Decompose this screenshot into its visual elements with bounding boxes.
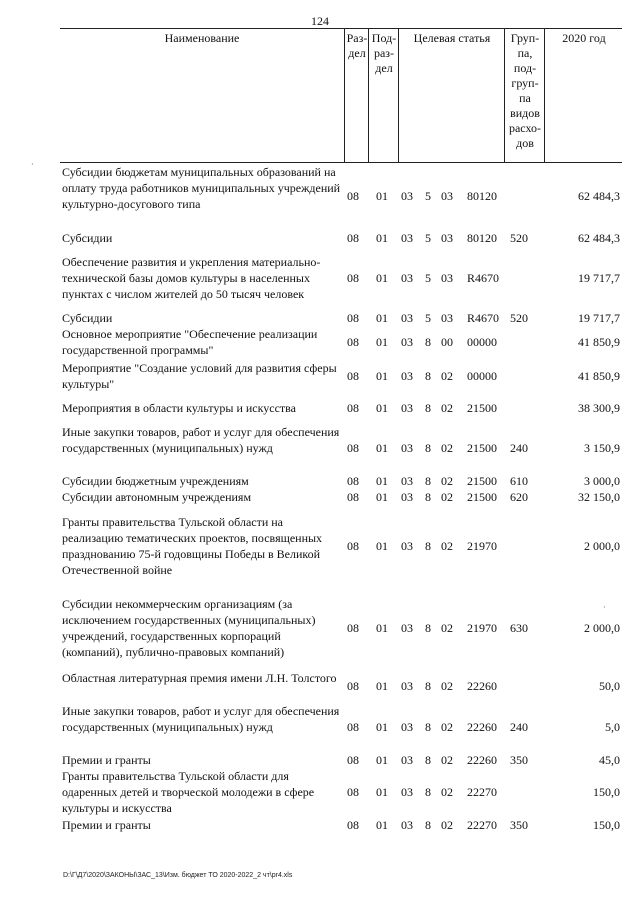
- row-sum: 2 000,0: [584, 539, 620, 553]
- row-cs-c: 03: [441, 189, 453, 203]
- row-cs-d: 22260: [467, 753, 497, 767]
- row-rz: 08: [347, 720, 359, 734]
- row-cs-a: 03: [401, 474, 413, 488]
- row-cs-d: 21970: [467, 539, 497, 553]
- row-rz: 08: [347, 539, 359, 553]
- row-cs-a: 03: [401, 369, 413, 383]
- row-name: Основное мероприятие "Обеспечение реализации государственной программы": [62, 327, 318, 357]
- row-rz: 08: [347, 231, 359, 245]
- row-name: Премии и гранты: [62, 753, 151, 767]
- row-cs-c: 02: [441, 490, 453, 504]
- row-pr: 01: [376, 474, 388, 488]
- row-vr: 350: [510, 753, 528, 767]
- row-name: Иные закупки товаров, работ и услуг для обеспечения государственных (муниципальных) нужд: [62, 425, 340, 455]
- row-pr: 01: [376, 621, 388, 635]
- row-cs-b: 8: [425, 441, 431, 455]
- row-vr: 620: [510, 490, 528, 504]
- row-sum: 50,0: [599, 679, 620, 693]
- row-cs-a: 03: [401, 818, 413, 832]
- row-cs-c: 02: [441, 369, 453, 383]
- row-name: Гранты правительства Тульской области на реализацию тематических проектов, посвященных празднованию 75-й годовщины Победы в Великой Отечественной войне: [62, 515, 323, 577]
- row-pr: 01: [376, 720, 388, 734]
- row-cs-d: 00000: [467, 369, 497, 383]
- row-rz: 08: [347, 753, 359, 767]
- table-row: [60, 670, 622, 702]
- row-cs-b: 8: [425, 539, 431, 553]
- row-cs-b: 5: [425, 311, 431, 325]
- row-pr: 01: [376, 335, 388, 349]
- row-pr: 01: [376, 539, 388, 553]
- row-name: Субсидии бюджетным учреждениям: [62, 474, 249, 488]
- row-cs-c: 02: [441, 441, 453, 455]
- row-cs-b: 8: [425, 490, 431, 504]
- row-vr: 520: [510, 311, 528, 325]
- row-cs-d: 21500: [467, 490, 497, 504]
- row-cs-d: 80120: [467, 189, 497, 203]
- row-cs-a: 03: [401, 490, 413, 504]
- row-rz: 08: [347, 401, 359, 415]
- header-name: Наименование: [164, 31, 240, 45]
- table-row: [60, 489, 622, 505]
- row-name: Премии и гранты: [62, 818, 151, 832]
- row-rz: 08: [347, 490, 359, 504]
- table-header: [60, 28, 622, 163]
- scan-speck: ·: [31, 160, 34, 169]
- row-cs-b: 8: [425, 474, 431, 488]
- row-cs-d: 21500: [467, 474, 497, 488]
- row-pr: 01: [376, 401, 388, 415]
- table-row: [60, 768, 622, 816]
- row-vr: 520: [510, 231, 528, 245]
- row-rz: 08: [347, 189, 359, 203]
- row-pr: 01: [376, 311, 388, 325]
- header-target: Целевая статья: [398, 29, 505, 162]
- row-vr: 630: [510, 621, 528, 635]
- header-podrazdel: Под- раз- дел: [368, 29, 399, 162]
- table-row: [60, 254, 622, 302]
- row-cs-c: 02: [441, 474, 453, 488]
- table-row: [60, 817, 622, 833]
- row-rz: 08: [347, 311, 359, 325]
- row-pr: 01: [376, 231, 388, 245]
- row-vr: 240: [510, 720, 528, 734]
- row-cs-a: 03: [401, 231, 413, 245]
- row-rz: 08: [347, 785, 359, 799]
- row-cs-b: 5: [425, 189, 431, 203]
- row-sum: 38 300,9: [578, 401, 620, 415]
- row-cs-a: 03: [401, 311, 413, 325]
- row-sum: 41 850,9: [578, 369, 620, 383]
- header-year: 2020 год: [544, 29, 623, 162]
- row-pr: 01: [376, 369, 388, 383]
- table-row: [60, 473, 622, 489]
- row-pr: 01: [376, 441, 388, 455]
- row-pr: 01: [376, 189, 388, 203]
- row-cs-a: 03: [401, 785, 413, 799]
- file-path-footer: D:\Г\Д7\2020\ЗАКОНЫ\ЗАС_13\Изм. бюджет ТО 2020-2022_2 чт\pr4.xls: [63, 872, 293, 879]
- row-cs-b: 8: [425, 818, 431, 832]
- row-name: Субсидии: [62, 311, 113, 325]
- row-sum: 3 150,9: [584, 441, 620, 455]
- table-row: [60, 310, 622, 326]
- row-cs-b: 8: [425, 401, 431, 415]
- row-sum: 62 484,3: [578, 231, 620, 245]
- row-cs-a: 03: [401, 621, 413, 635]
- row-cs-b: 5: [425, 271, 431, 285]
- row-sum: 62 484,3: [578, 189, 620, 203]
- row-vr: 610: [510, 474, 528, 488]
- row-cs-c: 02: [441, 401, 453, 415]
- table-row: [60, 596, 622, 660]
- row-cs-d: 22260: [467, 679, 497, 693]
- row-cs-a: 03: [401, 401, 413, 415]
- row-cs-c: 03: [441, 311, 453, 325]
- row-name: Мероприятие "Создание условий для развития сферы культуры": [62, 361, 337, 391]
- row-sum: 150,0: [593, 785, 620, 799]
- row-cs-c: 03: [441, 271, 453, 285]
- row-sum: 3 000,0: [584, 474, 620, 488]
- row-cs-b: 8: [425, 753, 431, 767]
- row-pr: 01: [376, 818, 388, 832]
- row-pr: 01: [376, 490, 388, 504]
- table-row: [60, 164, 622, 228]
- row-cs-a: 03: [401, 271, 413, 285]
- row-rz: 08: [347, 441, 359, 455]
- row-cs-c: 02: [441, 818, 453, 832]
- row-cs-d: 22270: [467, 818, 497, 832]
- row-cs-c: 02: [441, 785, 453, 799]
- row-cs-b: 8: [425, 369, 431, 383]
- row-cs-c: 02: [441, 720, 453, 734]
- row-sum: 150,0: [593, 818, 620, 832]
- row-name: Гранты правительства Тульской области для одаренных детей и творческой молодежи в сфере культуры и искусства: [62, 769, 315, 815]
- row-rz: 08: [347, 271, 359, 285]
- row-cs-a: 03: [401, 539, 413, 553]
- row-cs-d: 00000: [467, 335, 497, 349]
- row-vr: 350: [510, 818, 528, 832]
- row-rz: 08: [347, 621, 359, 635]
- table-row: [60, 230, 622, 246]
- table-row: [60, 360, 622, 392]
- row-cs-d: 80120: [467, 231, 497, 245]
- row-pr: 01: [376, 753, 388, 767]
- row-cs-b: 5: [425, 231, 431, 245]
- row-cs-d: 21970: [467, 621, 497, 635]
- row-name: Иные закупки товаров, работ и услуг для обеспечения государственных (муниципальных) нужд: [62, 704, 340, 734]
- row-sum: 5,0: [605, 720, 620, 734]
- row-pr: 01: [376, 785, 388, 799]
- row-name: Областная литературная премия имени Л.Н. Толстого: [62, 671, 337, 685]
- row-rz: 08: [347, 335, 359, 349]
- page-number: 124: [311, 14, 329, 28]
- row-cs-d: 22260: [467, 720, 497, 734]
- row-rz: 08: [347, 369, 359, 383]
- table-row: [60, 326, 622, 358]
- row-cs-d: 21500: [467, 441, 497, 455]
- row-rz: 08: [347, 679, 359, 693]
- row-cs-c: 02: [441, 621, 453, 635]
- row-cs-b: 8: [425, 621, 431, 635]
- row-cs-b: 8: [425, 785, 431, 799]
- table-row: [60, 703, 622, 751]
- row-cs-a: 03: [401, 753, 413, 767]
- row-cs-c: 03: [441, 231, 453, 245]
- row-sum: 45,0: [599, 753, 620, 767]
- row-cs-b: 8: [425, 679, 431, 693]
- row-cs-d: 22270: [467, 785, 497, 799]
- row-cs-a: 03: [401, 189, 413, 203]
- row-name: Субсидии автономным учреждениям: [62, 490, 252, 504]
- row-pr: 01: [376, 271, 388, 285]
- row-sum: 19 717,7: [578, 311, 620, 325]
- row-cs-a: 03: [401, 720, 413, 734]
- row-name: Обеспечение развития и укрепления материально-технической базы домов культуры в населенных пунктах с числом жителей до 50 тысяч человек: [62, 255, 321, 301]
- row-sum: 32 150,0: [578, 490, 620, 504]
- row-cs-d: R4670: [467, 271, 500, 285]
- row-cs-a: 03: [401, 679, 413, 693]
- row-cs-d: 21500: [467, 401, 497, 415]
- row-cs-d: R4670: [467, 311, 500, 325]
- row-sum: 2 000,0: [584, 621, 620, 635]
- row-cs-c: 02: [441, 539, 453, 553]
- row-name: Субсидии: [62, 231, 113, 245]
- table-row: [60, 514, 622, 578]
- row-cs-b: 8: [425, 720, 431, 734]
- header-razdel: Раз- дел: [344, 29, 369, 162]
- row-cs-a: 03: [401, 335, 413, 349]
- row-name: Субсидии некоммерческим организациям (за исключением государственных (муниципальных) учреждений, государственных корпораций (компаний), публично-правовых компаний): [62, 597, 316, 659]
- row-cs-c: 00: [441, 335, 453, 349]
- scan-speck: ·: [603, 603, 606, 612]
- row-cs-c: 02: [441, 753, 453, 767]
- row-name: Субсидии бюджетам муниципальных образований на оплату труда работников муниципальных учреждений культурно-досугового типа: [62, 165, 341, 211]
- table-row: [60, 424, 622, 472]
- row-name: Мероприятия в области культуры и искусства: [62, 401, 297, 415]
- row-pr: 01: [376, 679, 388, 693]
- table-row: [60, 752, 622, 768]
- header-group: Груп- па, под- груп- па видов расхо- дов: [504, 29, 545, 162]
- row-cs-b: 8: [425, 335, 431, 349]
- row-cs-a: 03: [401, 441, 413, 455]
- table-row: [60, 400, 622, 416]
- row-cs-c: 02: [441, 679, 453, 693]
- row-sum: 41 850,9: [578, 335, 620, 349]
- row-vr: 240: [510, 441, 528, 455]
- row-rz: 08: [347, 474, 359, 488]
- row-rz: 08: [347, 818, 359, 832]
- row-sum: 19 717,7: [578, 271, 620, 285]
